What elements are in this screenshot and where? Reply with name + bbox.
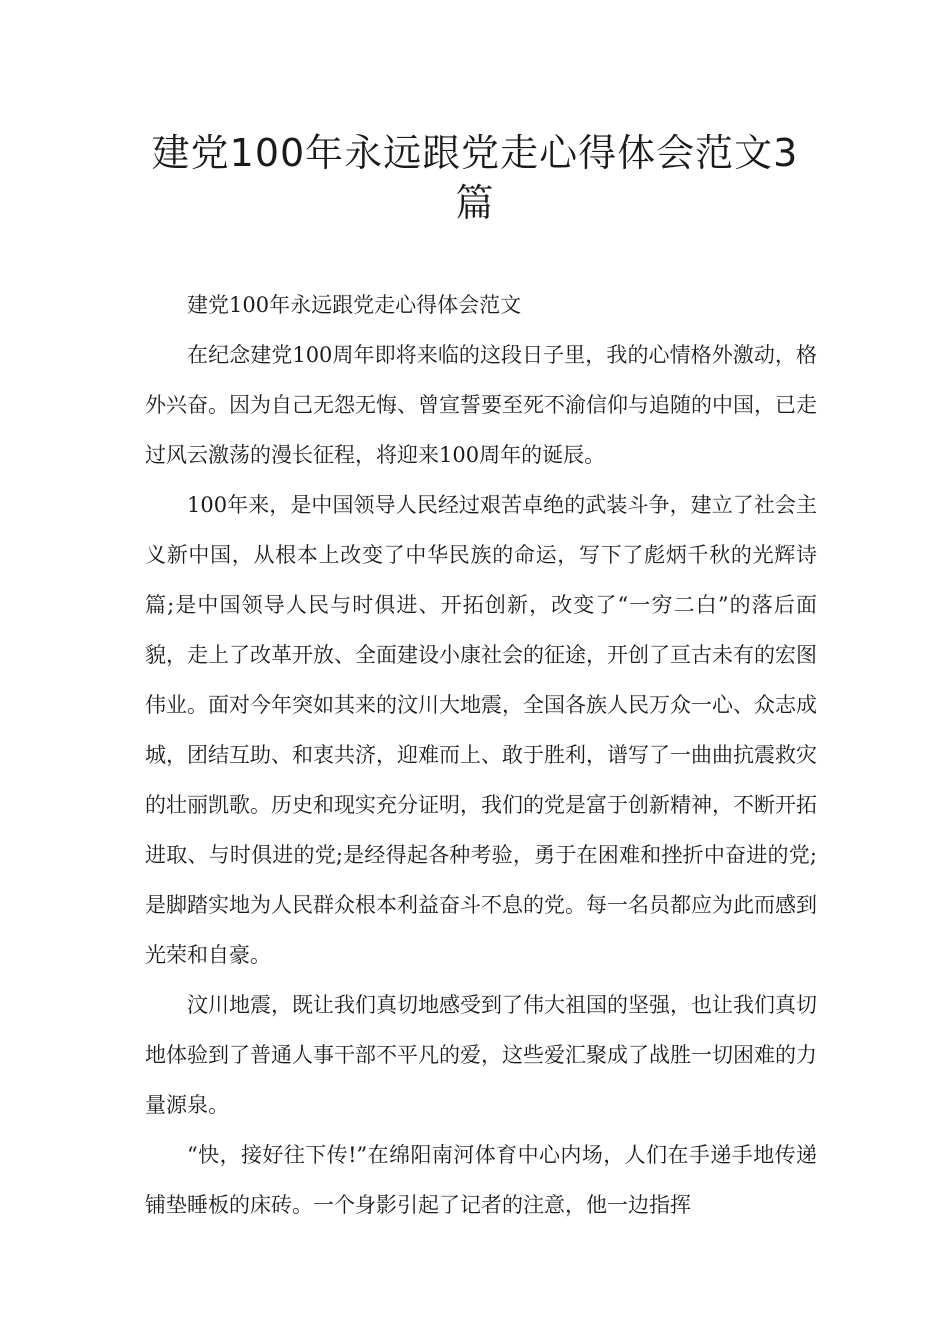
paragraph-3: 汶川地震，既让我们真切地感受到了伟大祖国的坚强，也让我们真切地体验到了普通人事干部不平凡的爱，这些爱汇聚成了战胜一切困难的力量源泉。: [145, 993, 817, 1117]
document-title: 建党100年永远跟党走心得体会范文3篇: [151, 131, 799, 225]
paragraph-4: “快，接好往下传!”在绵阳南河体育中心内场，人们在手递手地传递铺垫睡板的床砖。一个身影引起了记者的注意，他一边指挥: [145, 1143, 817, 1217]
paragraph-1: 在纪念建党100周年即将来临的这段日子里，我的心情格外激动，格外兴奋。因为自己无怨无悔、曾宣誓要至死不渝信仰与追随的中国，已走过风云激荡的漫长征程，将迎来100周年的诞辰。: [145, 343, 817, 467]
document-body: [145, 280, 817, 1230]
paragraph-2: 100年来，是中国领导人民经过艰苦卓绝的武装斗争，建立了社会主义新中国，从根本上改变了中华民族的命运，写下了彪炳千秋的光辉诗篇;是中国领导人民与时俱进、开拓创新，改变了“一穷二白”的落后面貌，走上了改革开放、全面建设小康社会的征途，开创了亘古未有的宏图伟业。面对今年突如其来的汶川大地震，全国各族人民万众一心、众志成城，团结互助、和衷共济，迎难而上、敢于胜利，谱写了一曲曲抗震救灾的壮丽凯歌。历史和现实充分证明，我们的党是富于创新精神，不断开拓进取、与时俱进的党;是经得起各种考验，勇于在困难和挫折中奋进的党;是脚踏实地为人民群众根本利益奋斗不息的党。每一名员都应为此而感到光荣和自豪。: [145, 493, 817, 967]
section-heading: 建党100年永远跟党走心得体会范文: [187, 293, 522, 317]
